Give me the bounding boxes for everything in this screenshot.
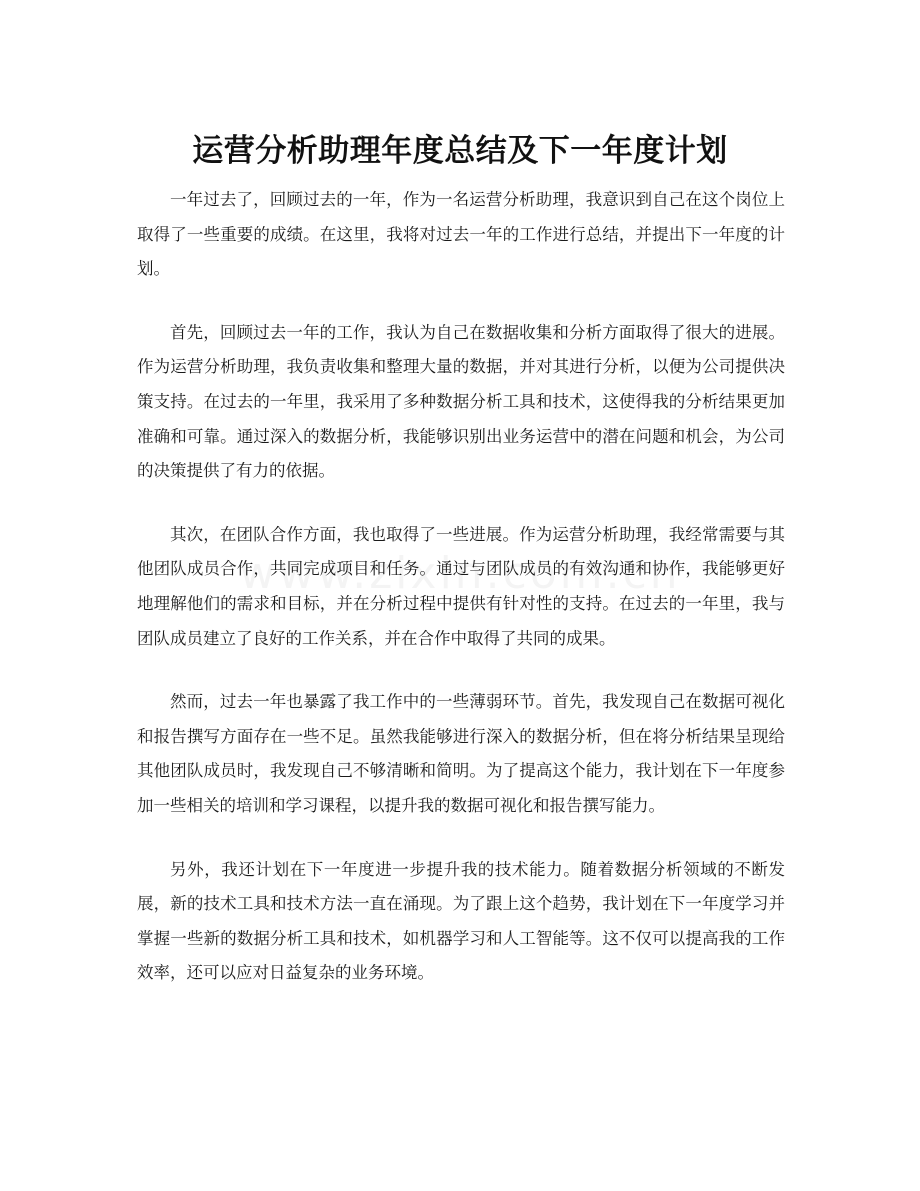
page-title: 运营分析助理年度总结及下一年度计划 [192,132,728,169]
paragraph-4: 然而，过去一年也暴露了我工作中的一些薄弱环节。首先，我发现自己在数据可视化和报告撰写方面存在一些不足。虽然我能够进行深入的数据分析，但在将分析结果呈现给其他团队成员时，我发现自己不够清晰和简明。为了提高这个能力，我计划在下一年度参加一些相关的培训和学习课程，以提升我的数据可视化和报告撰写能力。 [137,692,785,815]
paragraph-3: 其次，在团队合作方面，我也取得了一些进展。作为运营分析助理，我经常需要与其他团队成员合作，共同完成项目和任务。通过与团队成员的有效沟通和协作，我能够更好地理解他们的需求和目标，并在分析过程中提供有针对性的支持。在过去的一年里，我与团队成员建立了良好的工作关系，并在合作中取得了共同的成果。 [137,524,785,648]
paragraph-1: 一年过去了，回顾过去的一年，作为一名运营分析助理，我意识到自己在这个岗位上取得了一些重要的成绩。在这里，我将对过去一年的工作进行总结，并提出下一年度的计划。 [137,190,785,279]
document-body [137,183,785,1020]
paragraph-2: 首先，回顾过去一年的工作，我认为自己在数据收集和分析方面取得了很大的进展。作为运营分析助理，我负责收集和整理大量的数据，并对其进行分析，以便为公司提供决策支持。在过去的一年里，我采用了多种数据分析工具和技术，这使得我的分析结果更加准确和可靠。通过深入的数据分析，我能够识别出业务运营中的潜在问题和机会，为公司的决策提供了有力的依据。 [137,322,785,481]
paragraph-5: 另外，我还计划在下一年度进一步提升我的技术能力。随着数据分析领域的不断发展，新的技术工具和技术方法一直在涌现。为了跟上这个趋势，我计划在下一年度学习并掌握一些新的数据分析工具和技术，如机器学习和人工智能等。这不仅可以提高我的工作效率，还可以应对日益复杂的业务环境。 [137,859,785,983]
